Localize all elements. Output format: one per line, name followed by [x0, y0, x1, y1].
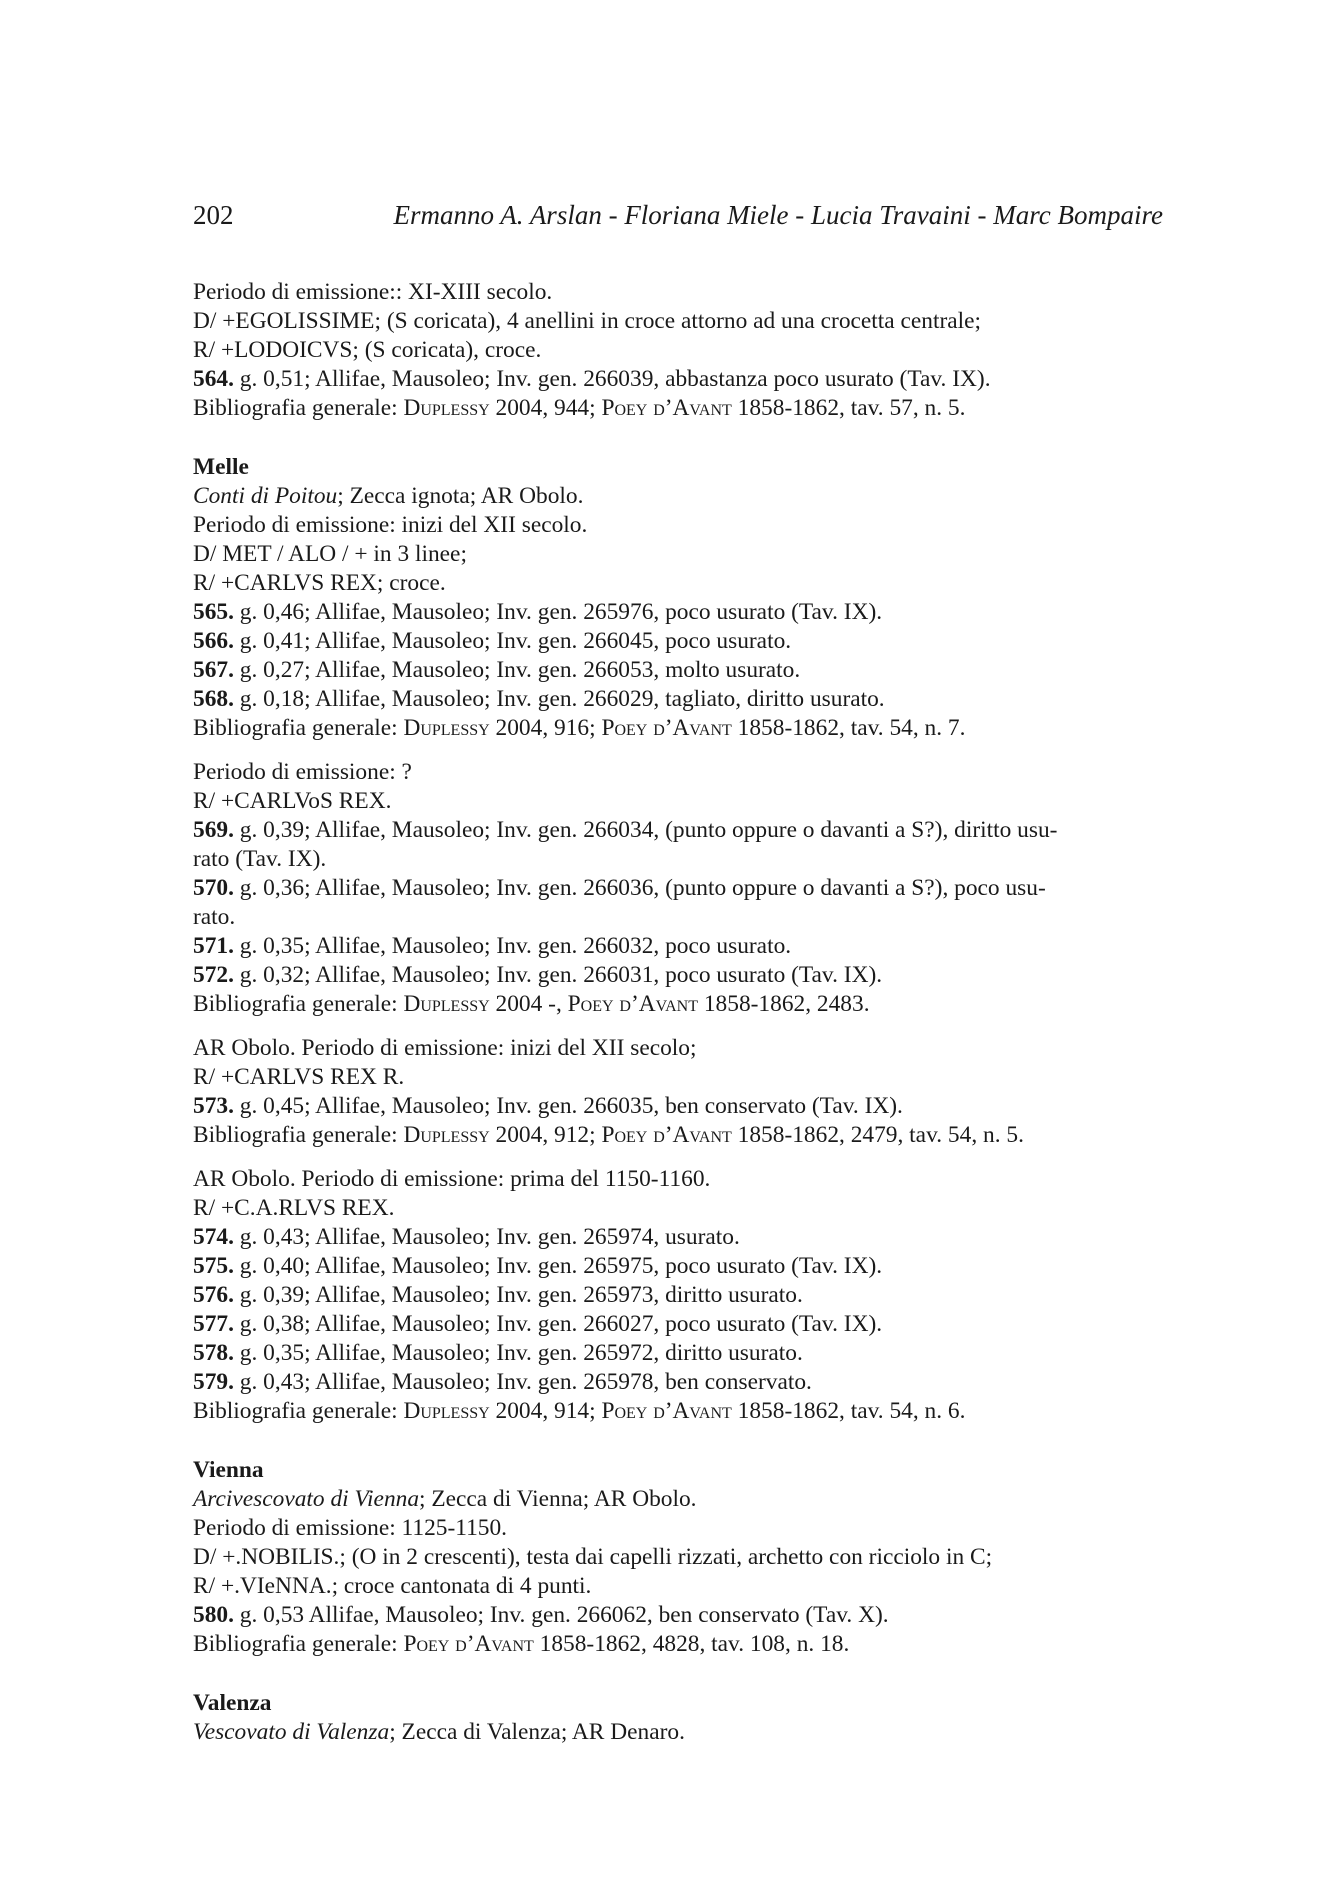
catalogue-entry — [193, 932, 1163, 961]
entry-number: 576. — [193, 1282, 234, 1308]
bibliography-line — [193, 714, 1163, 743]
entry-text: g. 0,27; Allifae, Mausoleo; Inv. gen. 266053, molto usurato. — [233, 657, 801, 683]
entry-text: g. 0,18; Allifae, Mausoleo; Inv. gen. 266029, tagliato, diritto usurato. — [233, 686, 885, 712]
reverse-line: R/ +C.A.RLVS REX. — [193, 1195, 395, 1221]
biblio-ref: 1858-1862, tav. 54, n. 6. — [731, 1398, 966, 1424]
entry-text: g. 0,43; Allifae, Mausoleo; Inv. gen. 265978, ben conservato. — [233, 1369, 812, 1395]
section-heading-melle: Melle — [193, 454, 249, 480]
period-line: Periodo di emissione: ? — [193, 759, 412, 785]
catalogue-entry — [193, 961, 1163, 990]
biblio-ref: 1858-1862, tav. 54, n. 7. — [731, 715, 966, 741]
period-line: AR Obolo. Periodo di emissione: inizi del XII secolo; — [193, 1035, 697, 1061]
biblio-author: Poey d’Avant — [567, 991, 699, 1017]
biblio-author: Poey d’Avant — [403, 1631, 534, 1657]
bibliography-line — [193, 1397, 1163, 1426]
entry-number: 580. — [193, 1602, 234, 1628]
entry-number: 568. — [193, 686, 234, 712]
biblio-ref: 2004, 914; — [489, 1398, 602, 1424]
biblio-author: Duplessy — [403, 1122, 490, 1148]
catalogue-entry — [193, 1281, 1163, 1310]
catalogue-entry — [193, 816, 1163, 845]
period-line: Periodo di emissione: inizi del XII secolo. — [193, 512, 588, 538]
entry-number: 564. — [193, 366, 234, 392]
entry-number: 566. — [193, 628, 234, 654]
authority-line — [193, 1718, 1163, 1747]
obverse-line: D/ +.NOBILIS.; (O in 2 crescenti), testa dai capelli rizzati, archetto con ricciolo in C; — [193, 1544, 993, 1570]
biblio-author: Poey d’Avant — [601, 395, 732, 421]
running-head — [193, 200, 1163, 240]
entry-number: 567. — [193, 657, 234, 683]
page-number: 202 — [193, 200, 234, 230]
biblio-ref: 2004, 944; — [489, 395, 602, 421]
authority-line — [193, 1485, 1163, 1514]
catalogue-entry — [193, 656, 1163, 685]
biblio-author: Poey d’Avant — [601, 715, 732, 741]
biblio-ref: 1858-1862, 2479, tav. 54, n. 5. — [731, 1122, 1024, 1148]
catalogue-entry — [193, 627, 1163, 656]
entry-number: 577. — [193, 1311, 234, 1337]
biblio-prefix: Bibliografia generale: — [193, 1122, 404, 1148]
entry-text: g. 0,45; Allifae, Mausoleo; Inv. gen. 266035, ben conservato (Tav. IX). — [233, 1093, 903, 1119]
catalogue-entry — [193, 1339, 1163, 1368]
entry-text: g. 0,32; Allifae, Mausoleo; Inv. gen. 266031, poco usurato (Tav. IX). — [233, 962, 883, 988]
biblio-ref: 1858-1862, tav. 57, n. 5. — [731, 395, 966, 421]
catalogue-entry — [193, 1310, 1163, 1339]
biblio-ref: 1858-1862, 4828, tav. 108, n. 18. — [533, 1631, 850, 1657]
entry-text: g. 0,39; Allifae, Mausoleo; Inv. gen. 265973, diritto usurato. — [233, 1282, 803, 1308]
biblio-ref: 1858-1862, 2483. — [698, 991, 870, 1017]
reverse-line: R/ +CARLVoS REX. — [193, 788, 392, 814]
biblio-prefix: Bibliografia generale: — [193, 1631, 404, 1657]
biblio-ref: 2004, 916; — [489, 715, 602, 741]
catalogue-entry — [193, 1092, 1163, 1121]
period-line: Periodo di emissione: 1125-1150. — [193, 1515, 508, 1541]
entry-text: g. 0,38; Allifae, Mausoleo; Inv. gen. 266027, poco usurato (Tav. IX). — [233, 1311, 883, 1337]
catalogue-entry — [193, 1368, 1163, 1397]
running-head-authors: Ermanno A. Arslan - Floriana Miele - Lucia Travaini - Marc Bompaire — [393, 200, 1163, 230]
catalogue-entry — [193, 1601, 1163, 1630]
biblio-author: Poey d’Avant — [601, 1398, 732, 1424]
reverse-line: R/ +CARLVS REX R. — [193, 1064, 405, 1090]
catalogue-entry — [193, 1252, 1163, 1281]
entry-number: 575. — [193, 1253, 234, 1279]
entry-continuation: rato (Tav. IX). — [193, 846, 327, 872]
obverse-line: D/ +EGOLISSIME; (S coricata), 4 anellini in croce attorno ad una crocetta centrale; — [193, 308, 982, 334]
authority-line — [193, 482, 1163, 511]
authority-name: Conti di Poitou — [193, 483, 338, 509]
authority-name: Vescovato di Valenza — [193, 1719, 390, 1745]
entry-text: g. 0,39; Allifae, Mausoleo; Inv. gen. 266034, (punto oppure o davanti a S?), diritto usu- — [233, 817, 1058, 843]
entry-text: g. 0,36; Allifae, Mausoleo; Inv. gen. 266036, (punto oppure o davanti a S?), poco usu- — [233, 875, 1046, 901]
section-heading-valenza: Valenza — [193, 1690, 272, 1716]
entry-text: g. 0,41; Allifae, Mausoleo; Inv. gen. 266045, poco usurato. — [233, 628, 792, 654]
biblio-ref: 2004 -, — [489, 991, 568, 1017]
catalogue-entry — [193, 598, 1163, 627]
biblio-author: Duplessy — [403, 715, 490, 741]
entry-text: g. 0,53 Allifae, Mausoleo; Inv. gen. 266062, ben conservato (Tav. X). — [233, 1602, 889, 1628]
period-line: AR Obolo. Periodo di emissione: prima del 1150-1160. — [193, 1166, 711, 1192]
entry-text: g. 0,43; Allifae, Mausoleo; Inv. gen. 265974, usurato. — [233, 1224, 740, 1250]
biblio-prefix: Bibliografia generale: — [193, 715, 404, 741]
entry-number: 578. — [193, 1340, 234, 1366]
biblio-prefix: Bibliografia generale: — [193, 1398, 404, 1424]
reverse-line: R/ +.VIeNNA.; croce cantonata di 4 punti. — [193, 1573, 592, 1599]
entry-text: g. 0,40; Allifae, Mausoleo; Inv. gen. 265975, poco usurato (Tav. IX). — [233, 1253, 883, 1279]
biblio-prefix: Bibliografia generale: — [193, 991, 404, 1017]
reverse-line: R/ +LODOICVS; (S coricata), croce. — [193, 337, 542, 363]
obverse-line: D/ MET / ALO / + in 3 linee; — [193, 541, 467, 567]
bibliography-line — [193, 394, 1163, 423]
biblio-author: Duplessy — [403, 1398, 490, 1424]
authority-name: Arcivescovato di Vienna — [193, 1486, 420, 1512]
entry-number: 565. — [193, 599, 234, 625]
entry-text: g. 0,51; Allifae, Mausoleo; Inv. gen. 266039, abbastanza poco usurato (Tav. IX). — [233, 366, 991, 392]
entry-text: g. 0,35; Allifae, Mausoleo; Inv. gen. 265972, diritto usurato. — [233, 1340, 803, 1366]
entry-text: g. 0,46; Allifae, Mausoleo; Inv. gen. 265976, poco usurato (Tav. IX). — [233, 599, 883, 625]
catalogue-entry — [193, 874, 1163, 903]
entry-number: 572. — [193, 962, 234, 988]
entry-number: 579. — [193, 1369, 234, 1395]
entry-text: g. 0,35; Allifae, Mausoleo; Inv. gen. 266032, poco usurato. — [233, 933, 792, 959]
entry-continuation: rato. — [193, 904, 236, 930]
bibliography-line — [193, 990, 1163, 1019]
mint-info: ; Zecca ignota; AR Obolo. — [337, 483, 584, 509]
entry-number: 571. — [193, 933, 234, 959]
mint-info: ; Zecca di Valenza; AR Denaro. — [389, 1719, 685, 1745]
mint-info: ; Zecca di Vienna; AR Obolo. — [419, 1486, 697, 1512]
catalogue-text — [193, 278, 1163, 1747]
reverse-line: R/ +CARLVS REX; croce. — [193, 570, 446, 596]
biblio-author: Poey d’Avant — [601, 1122, 732, 1148]
entry-number: 573. — [193, 1093, 234, 1119]
biblio-author: Duplessy — [403, 991, 490, 1017]
catalogue-entry — [193, 365, 1163, 394]
entry-number: 569. — [193, 817, 234, 843]
biblio-author: Duplessy — [403, 395, 490, 421]
entry-number: 570. — [193, 875, 234, 901]
period-line: Periodo di emissione:: XI-XIII secolo. — [193, 279, 553, 305]
bibliography-line — [193, 1630, 1163, 1659]
section-heading-vienna: Vienna — [193, 1457, 264, 1483]
document-page — [193, 0, 1163, 1890]
biblio-ref: 2004, 912; — [489, 1122, 602, 1148]
entry-number: 574. — [193, 1224, 234, 1250]
catalogue-entry — [193, 685, 1163, 714]
bibliography-line — [193, 1121, 1163, 1150]
biblio-prefix: Bibliografia generale: — [193, 395, 404, 421]
catalogue-entry — [193, 1223, 1163, 1252]
